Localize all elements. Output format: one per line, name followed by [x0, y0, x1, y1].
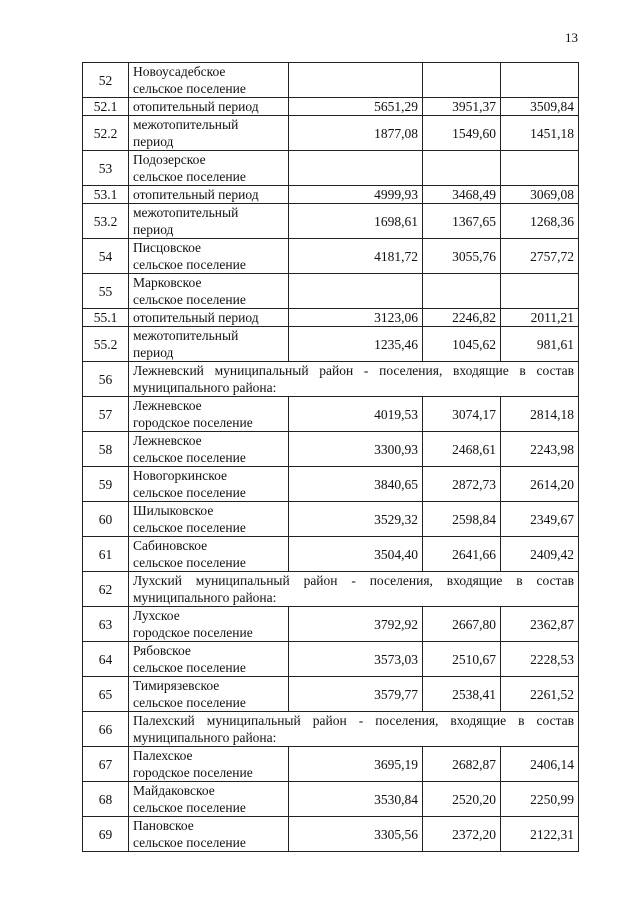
- value-cell-1: 3305,56: [289, 817, 423, 852]
- value-cell-2: 2598,84: [423, 502, 501, 537]
- value-cell-3: 2814,18: [501, 397, 579, 432]
- value-cell-3: 2011,21: [501, 309, 579, 327]
- value-cell-3: 2228,53: [501, 642, 579, 677]
- row-number: 52: [83, 63, 129, 98]
- value-cell-2: 2246,82: [423, 309, 501, 327]
- settlement-name: [129, 327, 289, 362]
- value-cell-2: 2468,61: [423, 432, 501, 467]
- table-row: [83, 239, 579, 274]
- name-line: период: [133, 345, 174, 360]
- value-cell-2: [423, 151, 501, 186]
- name-line: Новоусадебское: [133, 64, 226, 79]
- value-cell-1: 3529,32: [289, 502, 423, 537]
- row-number: 61: [83, 537, 129, 572]
- value-cell-2: 1367,65: [423, 204, 501, 239]
- settlement-name: [129, 432, 289, 467]
- name-line: сельское поселение: [133, 800, 246, 815]
- name-line: Шилыковское: [133, 503, 214, 518]
- table-row: [83, 151, 579, 186]
- name-line: городское поселение: [133, 625, 253, 640]
- name-line: отопительный период: [133, 99, 259, 114]
- table-row: [83, 116, 579, 151]
- settlement-name: [129, 274, 289, 309]
- value-cell-2: 1045,62: [423, 327, 501, 362]
- page-number: 13: [565, 30, 578, 45]
- row-number: 63: [83, 607, 129, 642]
- name-line: сельское поселение: [133, 81, 246, 96]
- name-line: сельское поселение: [133, 257, 246, 272]
- value-cell-2: 2510,67: [423, 642, 501, 677]
- value-cell-2: 2538,41: [423, 677, 501, 712]
- value-cell-1: 3792,92: [289, 607, 423, 642]
- value-cell-1: 1698,61: [289, 204, 423, 239]
- table-row: [83, 502, 579, 537]
- value-cell-3: 1268,36: [501, 204, 579, 239]
- value-cell-3: 2362,87: [501, 607, 579, 642]
- name-line: сельское поселение: [133, 450, 246, 465]
- value-cell-3: 2122,31: [501, 817, 579, 852]
- row-number: 69: [83, 817, 129, 852]
- name-line: городское поселение: [133, 415, 253, 430]
- name-line: межотопительный: [133, 117, 239, 132]
- value-cell-3: [501, 274, 579, 309]
- settlement-name: [129, 747, 289, 782]
- name-line: Майдаковское: [133, 783, 215, 798]
- name-line: Палехское: [133, 748, 193, 763]
- row-number: 53.1: [83, 186, 129, 204]
- value-cell-1: 3695,19: [289, 747, 423, 782]
- value-cell-1: [289, 63, 423, 98]
- name-line: период: [133, 134, 174, 149]
- table-row: [83, 204, 579, 239]
- section-heading: Лухский муниципальный район - поселения, входящие в состав муниципального района:: [129, 572, 579, 607]
- row-number: 64: [83, 642, 129, 677]
- value-cell-1: 4999,93: [289, 186, 423, 204]
- settlement-name: [129, 151, 289, 186]
- table-row: [83, 432, 579, 467]
- name-line: сельское поселение: [133, 835, 246, 850]
- value-cell-1: 4181,72: [289, 239, 423, 274]
- value-cell-1: [289, 151, 423, 186]
- row-number: 55.1: [83, 309, 129, 327]
- name-line: Сабиновское: [133, 538, 208, 553]
- table-row: [83, 98, 579, 116]
- name-line: Лежневское: [133, 398, 202, 413]
- value-cell-2: 2641,66: [423, 537, 501, 572]
- row-number: 68: [83, 782, 129, 817]
- row-number: 55: [83, 274, 129, 309]
- value-cell-3: 2261,52: [501, 677, 579, 712]
- value-cell-3: 2614,20: [501, 467, 579, 502]
- name-line: сельское поселение: [133, 169, 246, 184]
- name-line: сельское поселение: [133, 485, 246, 500]
- name-line: сельское поселение: [133, 660, 246, 675]
- name-line: Лухское: [133, 608, 180, 623]
- row-number: 65: [83, 677, 129, 712]
- settlement-name: [129, 397, 289, 432]
- settlement-name: [129, 186, 289, 204]
- settlement-name: [129, 537, 289, 572]
- row-number: 52.2: [83, 116, 129, 151]
- value-cell-3: 2757,72: [501, 239, 579, 274]
- name-line: межотопительный: [133, 328, 239, 343]
- value-cell-3: 3069,08: [501, 186, 579, 204]
- table-row: [83, 747, 579, 782]
- value-cell-1: 5651,29: [289, 98, 423, 116]
- value-cell-2: 2372,20: [423, 817, 501, 852]
- name-line: сельское поселение: [133, 695, 246, 710]
- settlement-name: [129, 467, 289, 502]
- value-cell-3: [501, 151, 579, 186]
- value-cell-3: [501, 63, 579, 98]
- table-row: [83, 642, 579, 677]
- value-cell-1: 3300,93: [289, 432, 423, 467]
- row-number: 60: [83, 502, 129, 537]
- settlement-name: [129, 607, 289, 642]
- table-row: [83, 467, 579, 502]
- value-cell-2: 3074,17: [423, 397, 501, 432]
- settlement-name: [129, 63, 289, 98]
- settlement-name: [129, 502, 289, 537]
- settlement-name: [129, 116, 289, 151]
- name-line: Марковское: [133, 275, 202, 290]
- table-row: [83, 186, 579, 204]
- name-line: Пановское: [133, 818, 194, 833]
- value-cell-3: 2243,98: [501, 432, 579, 467]
- row-number: 55.2: [83, 327, 129, 362]
- value-cell-1: 1235,46: [289, 327, 423, 362]
- value-cell-1: 3840,65: [289, 467, 423, 502]
- value-cell-1: [289, 274, 423, 309]
- settlement-name: [129, 309, 289, 327]
- table-row: [83, 817, 579, 852]
- settlement-name: [129, 98, 289, 116]
- table-row: [83, 63, 579, 98]
- name-line: городское поселение: [133, 765, 253, 780]
- value-cell-3: 3509,84: [501, 98, 579, 116]
- name-line: Писцовское: [133, 240, 202, 255]
- value-cell-2: 3468,49: [423, 186, 501, 204]
- value-cell-2: 2682,87: [423, 747, 501, 782]
- name-line: межотопительный: [133, 205, 239, 220]
- section-heading: Лежневский муниципальный район - поселения, входящие в состав муниципального района:: [129, 362, 579, 397]
- row-number: 67: [83, 747, 129, 782]
- table-row: [83, 782, 579, 817]
- name-line: Тимирязевское: [133, 678, 220, 693]
- section-row: [83, 572, 579, 607]
- value-cell-2: 3951,37: [423, 98, 501, 116]
- name-line: сельское поселение: [133, 555, 246, 570]
- value-cell-3: 981,61: [501, 327, 579, 362]
- table-row: [83, 537, 579, 572]
- table-row: [83, 309, 579, 327]
- section-row: [83, 712, 579, 747]
- value-cell-2: 1549,60: [423, 116, 501, 151]
- row-number: 52.1: [83, 98, 129, 116]
- settlement-name: [129, 782, 289, 817]
- table-body: [83, 63, 579, 852]
- tariff-table: [82, 62, 579, 852]
- value-cell-3: 2349,67: [501, 502, 579, 537]
- value-cell-2: 2667,80: [423, 607, 501, 642]
- section-heading: Палехский муниципальный район - поселения, входящие в состав муниципального района:: [129, 712, 579, 747]
- value-cell-1: 3530,84: [289, 782, 423, 817]
- name-line: отопительный период: [133, 310, 259, 325]
- table-row: [83, 607, 579, 642]
- settlement-name: [129, 642, 289, 677]
- name-line: сельское поселение: [133, 292, 246, 307]
- value-cell-2: [423, 274, 501, 309]
- value-cell-2: 2520,20: [423, 782, 501, 817]
- row-number: 57: [83, 397, 129, 432]
- row-number: 62: [83, 572, 129, 607]
- row-number: 53.2: [83, 204, 129, 239]
- value-cell-2: [423, 63, 501, 98]
- settlement-name: [129, 817, 289, 852]
- table-row: [83, 327, 579, 362]
- value-cell-1: 3123,06: [289, 309, 423, 327]
- value-cell-2: 2872,73: [423, 467, 501, 502]
- value-cell-2: 3055,76: [423, 239, 501, 274]
- table-row: [83, 274, 579, 309]
- row-number: 56: [83, 362, 129, 397]
- name-line: Лежневское: [133, 433, 202, 448]
- name-line: Подозерское: [133, 152, 206, 167]
- settlement-name: [129, 204, 289, 239]
- settlement-name: [129, 677, 289, 712]
- row-number: 54: [83, 239, 129, 274]
- table-row: [83, 677, 579, 712]
- value-cell-3: 2409,42: [501, 537, 579, 572]
- settlement-name: [129, 239, 289, 274]
- name-line: Рябовское: [133, 643, 191, 658]
- row-number: 66: [83, 712, 129, 747]
- section-row: [83, 362, 579, 397]
- value-cell-3: 1451,18: [501, 116, 579, 151]
- value-cell-1: 1877,08: [289, 116, 423, 151]
- value-cell-1: 3579,77: [289, 677, 423, 712]
- name-line: отопительный период: [133, 187, 259, 202]
- value-cell-3: 2406,14: [501, 747, 579, 782]
- name-line: сельское поселение: [133, 520, 246, 535]
- value-cell-3: 2250,99: [501, 782, 579, 817]
- name-line: Новогоркинское: [133, 468, 228, 483]
- value-cell-1: 4019,53: [289, 397, 423, 432]
- row-number: 58: [83, 432, 129, 467]
- value-cell-1: 3504,40: [289, 537, 423, 572]
- table-row: [83, 397, 579, 432]
- row-number: 59: [83, 467, 129, 502]
- name-line: период: [133, 222, 174, 237]
- value-cell-1: 3573,03: [289, 642, 423, 677]
- row-number: 53: [83, 151, 129, 186]
